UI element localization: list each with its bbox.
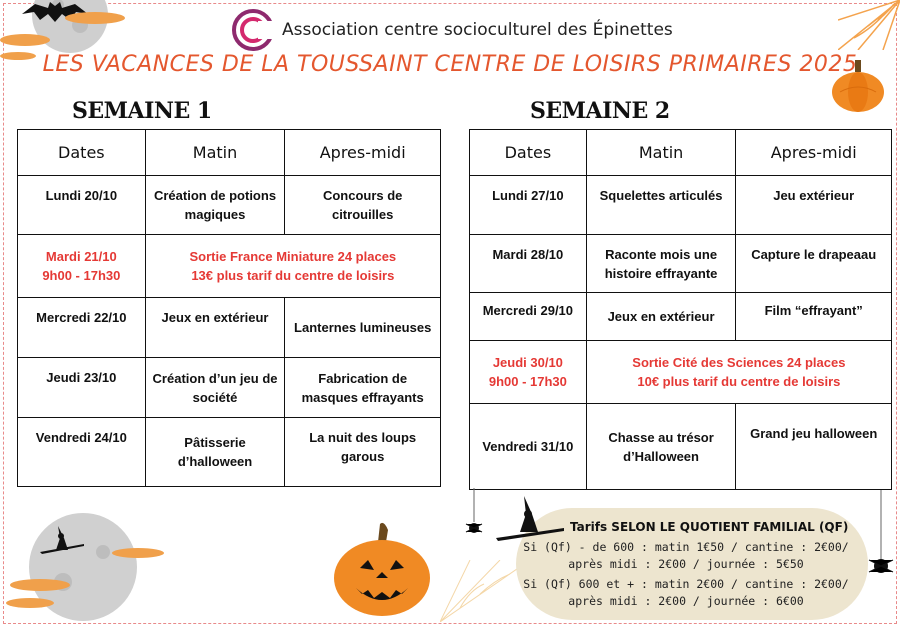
column-header-dates: Dates <box>18 130 146 176</box>
outing-price: 10€ plus tarif du centre de loisirs <box>637 374 841 389</box>
outing-label: Sortie France Miniature 24 places <box>189 249 397 264</box>
morning-cell: Raconte mois une histoire effrayante <box>586 235 736 293</box>
outing-time: 9h00 - 17h30 <box>488 374 567 389</box>
page-title: LES VACANCES DE LA TOUSSAINT CENTRE DE LOISIRS PRIMAIRES 2025 <box>42 52 858 77</box>
table-row <box>18 298 441 358</box>
outing-label: Sortie Cité des Sciences 24 places <box>632 355 846 370</box>
column-header-afternoon: Apres-midi <box>285 130 441 176</box>
table-row-outing <box>470 341 892 404</box>
date-cell: Vendredi 31/10 <box>470 404 587 490</box>
date-cell: Jeudi 23/10 <box>18 358 146 418</box>
table-row <box>470 293 892 341</box>
outing-cell <box>586 341 891 404</box>
column-header-morning: Matin <box>586 130 736 176</box>
afternoon-cell: Film “effrayant” <box>736 293 892 341</box>
pricing-line: Si (Qf) 600 et + : matin 2€00 / cantine : 2€00/ <box>523 577 849 591</box>
afternoon-cell: La nuit des loups garous <box>285 418 441 487</box>
pricing-line: après midi : 2€00 / journée : 6€00 <box>568 594 804 608</box>
table-row <box>470 176 892 235</box>
witch-icon <box>494 494 566 546</box>
date-cell: Mercredi 22/10 <box>18 298 146 358</box>
morning-cell: Pâtisserie d’halloween <box>145 418 285 487</box>
afternoon-cell: Fabrication de masques effrayants <box>285 358 441 418</box>
outing-price: 13€ plus tarif du centre de loisirs <box>191 268 395 283</box>
column-header-afternoon: Apres-midi <box>736 130 892 176</box>
organization-header <box>232 8 673 52</box>
logo-icon <box>232 9 274 51</box>
week1-title: SEMAINE 1 <box>72 98 212 124</box>
pricing-line: après midi : 2€00 / journée : 5€50 <box>568 557 804 571</box>
spider-icon <box>866 490 896 580</box>
table-row <box>470 404 892 490</box>
week2-title: SEMAINE 2 <box>530 98 670 124</box>
column-header-dates: Dates <box>470 130 587 176</box>
afternoon-cell: Concours de citrouilles <box>285 176 441 235</box>
morning-cell: Jeux en extérieur <box>586 293 736 341</box>
morning-cell: Création de potions magiques <box>145 176 285 235</box>
outing-cell <box>145 235 440 298</box>
morning-cell: Squelettes articulés <box>586 176 736 235</box>
date-cell <box>470 341 587 404</box>
pricing-line: Si (Qf) - de 600 : matin 1€50 / cantine : 2€00/ <box>523 540 849 554</box>
morning-cell: Création d’un jeu de société <box>145 358 285 418</box>
spider-icon <box>462 488 486 538</box>
morning-cell: Jeux en extérieur <box>145 298 285 358</box>
table-row <box>18 176 441 235</box>
pricing-title: Tarifs SELON LE QUOTIENT FAMILIAL (QF) <box>570 520 849 534</box>
outing-date: Jeudi 30/10 <box>492 355 563 370</box>
table-row <box>18 358 441 418</box>
date-cell: Lundi 27/10 <box>470 176 587 235</box>
afternoon-cell: Lanternes lumineuses <box>285 298 441 358</box>
date-cell: Vendredi 24/10 <box>18 418 146 487</box>
week1-table <box>17 129 441 487</box>
date-cell: Mercredi 29/10 <box>470 293 587 341</box>
afternoon-cell: Jeu extérieur <box>736 176 892 235</box>
date-cell: Mardi 28/10 <box>470 235 587 293</box>
afternoon-cell: Grand jeu halloween <box>736 404 892 490</box>
organization-name: Association centre socioculturel des Épinettes <box>282 20 673 40</box>
outing-date: Mardi 21/10 <box>45 249 117 264</box>
outing-time: 9h00 - 17h30 <box>42 268 121 283</box>
table-row <box>470 235 892 293</box>
pumpkin-icon <box>332 520 432 616</box>
week2-table <box>469 129 892 490</box>
table-header-row <box>18 130 441 176</box>
table-header-row <box>470 130 892 176</box>
table-row <box>18 418 441 487</box>
afternoon-cell: Capture le drapeaau <box>736 235 892 293</box>
cloud-icon <box>0 545 170 615</box>
morning-cell: Chasse au trésor d’Halloween <box>586 404 736 490</box>
date-cell <box>18 235 146 298</box>
spiderweb-icon <box>838 0 900 50</box>
date-cell: Lundi 20/10 <box>18 176 146 235</box>
table-row-outing <box>18 235 441 298</box>
column-header-morning: Matin <box>145 130 285 176</box>
